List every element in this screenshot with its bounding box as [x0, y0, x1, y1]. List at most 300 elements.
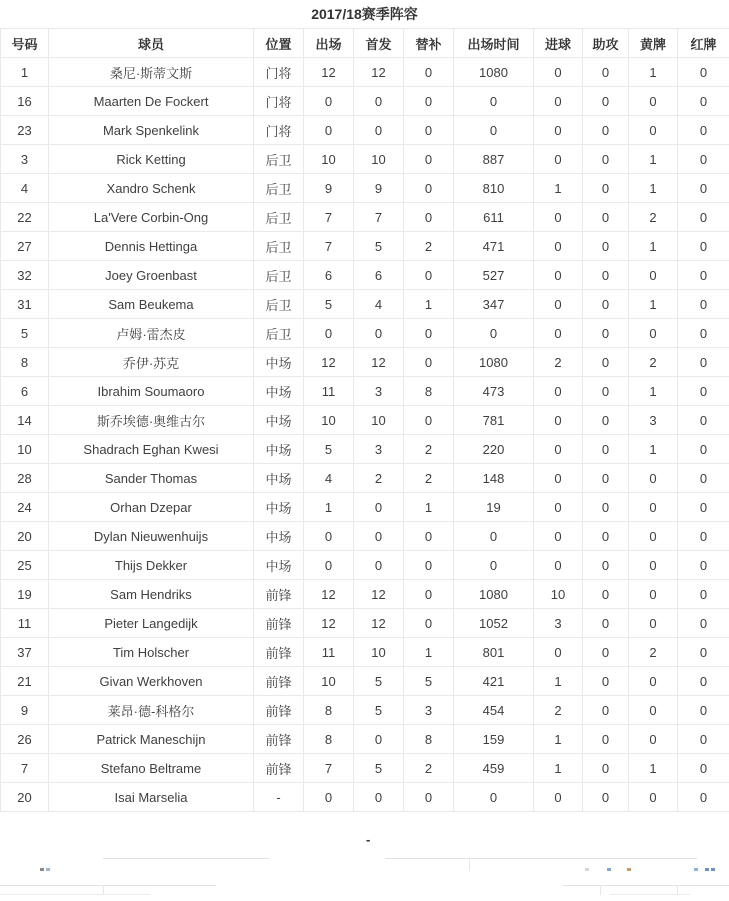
footer-speck — [607, 868, 611, 871]
cell-assists: 0 — [583, 203, 629, 232]
cell-assists: 0 — [583, 493, 629, 522]
cell-starts: 4 — [354, 290, 404, 319]
cell-apps: 0 — [304, 87, 354, 116]
cell-minutes: 347 — [454, 290, 534, 319]
cell-goals: 0 — [534, 261, 583, 290]
cell-red: 0 — [678, 174, 729, 203]
table-row — [1, 319, 729, 348]
cell-yellow: 0 — [629, 725, 678, 754]
cell-apps: 5 — [304, 435, 354, 464]
cell-starts: 0 — [354, 116, 404, 145]
cell-yellow: 0 — [629, 522, 678, 551]
cell-yellow: 0 — [629, 783, 678, 812]
cell-assists: 0 — [583, 348, 629, 377]
cell-player: Joey Groenbast — [49, 261, 254, 290]
cell-player: Ibrahim Soumaoro — [49, 377, 254, 406]
cell-apps: 9 — [304, 174, 354, 203]
table-row — [1, 406, 729, 435]
cell-player: Givan Werkhoven — [49, 667, 254, 696]
cell-red: 0 — [678, 377, 729, 406]
cell-starts: 0 — [354, 783, 404, 812]
cell-player: Xandro Schenk — [49, 174, 254, 203]
cell-yellow: 0 — [629, 319, 678, 348]
table-row — [1, 58, 729, 87]
cell-apps: 12 — [304, 58, 354, 87]
cell-red: 0 — [678, 261, 729, 290]
cell-red: 0 — [678, 145, 729, 174]
cell-player: Dylan Nieuwenhuijs — [49, 522, 254, 551]
cell-number: 4 — [1, 174, 49, 203]
cell-goals: 2 — [534, 348, 583, 377]
cell-subs: 0 — [404, 116, 454, 145]
table-row — [1, 377, 729, 406]
cell-apps: 10 — [304, 406, 354, 435]
cell-player: Mark Spenkelink — [49, 116, 254, 145]
cell-number: 14 — [1, 406, 49, 435]
cell-minutes: 0 — [454, 116, 534, 145]
cell-assists: 0 — [583, 638, 629, 667]
col-header-subs: 替补 — [404, 29, 454, 58]
cell-position: 后卫 — [254, 232, 304, 261]
cell-player: Isai Marselia — [49, 783, 254, 812]
cell-number: 24 — [1, 493, 49, 522]
cell-assists: 0 — [583, 406, 629, 435]
cell-starts: 5 — [354, 667, 404, 696]
cell-yellow: 2 — [629, 638, 678, 667]
footer-divider — [469, 858, 470, 871]
cell-minutes: 1080 — [454, 348, 534, 377]
cell-position: 后卫 — [254, 203, 304, 232]
cell-goals: 0 — [534, 58, 583, 87]
cell-red: 0 — [678, 580, 729, 609]
cell-goals: 0 — [534, 203, 583, 232]
cell-number: 27 — [1, 232, 49, 261]
cell-assists: 0 — [583, 696, 629, 725]
cell-red: 0 — [678, 725, 729, 754]
cell-assists: 0 — [583, 261, 629, 290]
cell-yellow: 1 — [629, 145, 678, 174]
cell-goals: 0 — [534, 464, 583, 493]
cell-position: 后卫 — [254, 145, 304, 174]
cell-assists: 0 — [583, 754, 629, 783]
cell-red: 0 — [678, 87, 729, 116]
cell-assists: 0 — [583, 667, 629, 696]
cell-assists: 0 — [583, 609, 629, 638]
table-row — [1, 261, 729, 290]
cell-starts: 7 — [354, 203, 404, 232]
col-header-starts: 首发 — [354, 29, 404, 58]
cell-minutes: 0 — [454, 319, 534, 348]
table-row — [1, 667, 729, 696]
cell-starts: 0 — [354, 725, 404, 754]
cell-assists: 0 — [583, 725, 629, 754]
cell-assists: 0 — [583, 580, 629, 609]
cell-red: 0 — [678, 551, 729, 580]
cell-starts: 12 — [354, 580, 404, 609]
cell-player: Thijs Dekker — [49, 551, 254, 580]
cell-position: 中场 — [254, 377, 304, 406]
table-row — [1, 290, 729, 319]
cell-minutes: 459 — [454, 754, 534, 783]
cell-red: 0 — [678, 522, 729, 551]
cell-red: 0 — [678, 783, 729, 812]
cell-goals: 10 — [534, 580, 583, 609]
cell-goals: 0 — [534, 116, 583, 145]
cell-subs: 0 — [404, 406, 454, 435]
cell-player: Dennis Hettinga — [49, 232, 254, 261]
cell-number: 9 — [1, 696, 49, 725]
cell-subs: 0 — [404, 261, 454, 290]
col-header-apps: 出场 — [304, 29, 354, 58]
cell-starts: 10 — [354, 406, 404, 435]
cell-apps: 12 — [304, 580, 354, 609]
cell-minutes: 454 — [454, 696, 534, 725]
cell-number: 1 — [1, 58, 49, 87]
cell-red: 0 — [678, 493, 729, 522]
footer-line — [385, 858, 697, 859]
cell-assists: 0 — [583, 87, 629, 116]
cell-yellow: 0 — [629, 87, 678, 116]
table-row — [1, 464, 729, 493]
cell-apps: 1 — [304, 493, 354, 522]
footer-line — [610, 894, 690, 895]
cell-red: 0 — [678, 406, 729, 435]
cell-goals: 0 — [534, 87, 583, 116]
cell-minutes: 19 — [454, 493, 534, 522]
footer-divider — [600, 885, 601, 895]
cell-player: 卢姆·雷杰皮 — [49, 319, 254, 348]
cell-position: 中场 — [254, 493, 304, 522]
cell-number: 28 — [1, 464, 49, 493]
cell-subs: 8 — [404, 377, 454, 406]
table-row — [1, 116, 729, 145]
cell-position: 前锋 — [254, 638, 304, 667]
cell-starts: 6 — [354, 261, 404, 290]
cell-minutes: 471 — [454, 232, 534, 261]
cell-number: 16 — [1, 87, 49, 116]
cell-subs: 5 — [404, 667, 454, 696]
cell-yellow: 1 — [629, 435, 678, 464]
cell-player: Orhan Dzepar — [49, 493, 254, 522]
cell-goals: 0 — [534, 290, 583, 319]
table-row — [1, 754, 729, 783]
table-row — [1, 522, 729, 551]
col-header-goals: 进球 — [534, 29, 583, 58]
cell-minutes: 1080 — [454, 58, 534, 87]
cell-position: 中场 — [254, 551, 304, 580]
cell-number: 37 — [1, 638, 49, 667]
page-title: 2017/18赛季阵容 — [0, 0, 729, 28]
cell-subs: 2 — [404, 232, 454, 261]
col-header-number: 号码 — [1, 29, 49, 58]
cell-position: 前锋 — [254, 580, 304, 609]
cell-yellow: 0 — [629, 580, 678, 609]
cell-number: 26 — [1, 725, 49, 754]
cell-starts: 0 — [354, 522, 404, 551]
cell-number: 3 — [1, 145, 49, 174]
cell-goals: 3 — [534, 609, 583, 638]
footer-speck — [40, 868, 44, 871]
cell-apps: 0 — [304, 522, 354, 551]
cell-minutes: 0 — [454, 783, 534, 812]
cell-subs: 0 — [404, 174, 454, 203]
cell-starts: 9 — [354, 174, 404, 203]
table-row — [1, 348, 729, 377]
cell-subs: 0 — [404, 580, 454, 609]
cell-assists: 0 — [583, 58, 629, 87]
cell-minutes: 0 — [454, 522, 534, 551]
cell-goals: 0 — [534, 493, 583, 522]
cell-position: 中场 — [254, 406, 304, 435]
cell-starts: 2 — [354, 464, 404, 493]
col-header-red: 红牌 — [678, 29, 729, 58]
cell-minutes: 810 — [454, 174, 534, 203]
cell-goals: 0 — [534, 232, 583, 261]
cell-subs: 1 — [404, 493, 454, 522]
cell-starts: 10 — [354, 638, 404, 667]
footer-line — [563, 885, 729, 886]
cell-starts: 0 — [354, 319, 404, 348]
cell-goals: 0 — [534, 638, 583, 667]
cell-goals: 0 — [534, 377, 583, 406]
cell-yellow: 3 — [629, 406, 678, 435]
cell-goals: 0 — [534, 522, 583, 551]
cell-goals: 1 — [534, 667, 583, 696]
cell-yellow: 1 — [629, 290, 678, 319]
cell-starts: 0 — [354, 493, 404, 522]
cell-number: 23 — [1, 116, 49, 145]
cell-position: 中场 — [254, 464, 304, 493]
cell-minutes: 611 — [454, 203, 534, 232]
cell-minutes: 1080 — [454, 580, 534, 609]
cell-red: 0 — [678, 609, 729, 638]
cell-assists: 0 — [583, 377, 629, 406]
table-row — [1, 435, 729, 464]
cell-number: 8 — [1, 348, 49, 377]
cell-apps: 7 — [304, 754, 354, 783]
cell-yellow: 1 — [629, 58, 678, 87]
cell-position: 前锋 — [254, 609, 304, 638]
cell-yellow: 2 — [629, 203, 678, 232]
cell-position: 前锋 — [254, 696, 304, 725]
cell-number: 6 — [1, 377, 49, 406]
cell-subs: 0 — [404, 319, 454, 348]
cell-starts: 0 — [354, 87, 404, 116]
cell-apps: 0 — [304, 783, 354, 812]
cell-position: 后卫 — [254, 174, 304, 203]
cell-red: 0 — [678, 435, 729, 464]
cell-goals: 0 — [534, 435, 583, 464]
cell-apps: 4 — [304, 464, 354, 493]
cell-minutes: 0 — [454, 87, 534, 116]
cell-position: 后卫 — [254, 290, 304, 319]
cell-starts: 12 — [354, 609, 404, 638]
cell-apps: 10 — [304, 667, 354, 696]
cell-subs: 0 — [404, 87, 454, 116]
cell-goals: 0 — [534, 319, 583, 348]
cell-assists: 0 — [583, 232, 629, 261]
player-link[interactable]: 斯乔埃德·奥维古尔 — [49, 406, 254, 435]
table-row — [1, 609, 729, 638]
table-row — [1, 145, 729, 174]
cell-yellow: 1 — [629, 174, 678, 203]
cell-minutes: 473 — [454, 377, 534, 406]
cell-position: 后卫 — [254, 261, 304, 290]
cell-position: 门将 — [254, 87, 304, 116]
cell-starts: 12 — [354, 348, 404, 377]
cell-player: Sander Thomas — [49, 464, 254, 493]
cell-starts: 5 — [354, 232, 404, 261]
cell-subs: 0 — [404, 58, 454, 87]
col-header-player: 球员 — [49, 29, 254, 58]
table-row — [1, 783, 729, 812]
cell-player: Patrick Maneschijn — [49, 725, 254, 754]
cell-starts: 5 — [354, 696, 404, 725]
table-row — [1, 174, 729, 203]
cell-player: Sam Beukema — [49, 290, 254, 319]
cell-minutes: 1052 — [454, 609, 534, 638]
cell-apps: 12 — [304, 348, 354, 377]
player-link[interactable]: 乔伊·苏克 — [49, 348, 254, 377]
cell-player: Shadrach Eghan Kwesi — [49, 435, 254, 464]
cell-assists: 0 — [583, 290, 629, 319]
cell-starts: 3 — [354, 377, 404, 406]
cell-apps: 11 — [304, 377, 354, 406]
cell-player: 莱昂·德-科格尔 — [49, 696, 254, 725]
cell-number: 22 — [1, 203, 49, 232]
cell-goals: 0 — [534, 406, 583, 435]
cell-red: 0 — [678, 58, 729, 87]
cell-apps: 7 — [304, 232, 354, 261]
secondary-table-title-dash: - — [366, 832, 380, 847]
cell-yellow: 0 — [629, 116, 678, 145]
cell-starts: 3 — [354, 435, 404, 464]
cell-subs: 1 — [404, 290, 454, 319]
cell-subs: 0 — [404, 783, 454, 812]
cell-yellow: 1 — [629, 232, 678, 261]
cell-yellow: 0 — [629, 667, 678, 696]
cell-player: Maarten De Fockert — [49, 87, 254, 116]
cell-minutes: 0 — [454, 551, 534, 580]
cell-number: 19 — [1, 580, 49, 609]
cell-yellow: 0 — [629, 609, 678, 638]
cell-assists: 0 — [583, 116, 629, 145]
cell-minutes: 887 — [454, 145, 534, 174]
cell-assists: 0 — [583, 174, 629, 203]
cell-subs: 0 — [404, 203, 454, 232]
cell-red: 0 — [678, 348, 729, 377]
cell-apps: 5 — [304, 290, 354, 319]
cell-minutes: 421 — [454, 667, 534, 696]
cell-red: 0 — [678, 203, 729, 232]
footer-speck — [46, 868, 50, 871]
cell-number: 25 — [1, 551, 49, 580]
cell-number: 5 — [1, 319, 49, 348]
cell-position: 中场 — [254, 522, 304, 551]
cell-minutes: 159 — [454, 725, 534, 754]
cell-assists: 0 — [583, 435, 629, 464]
cell-red: 0 — [678, 696, 729, 725]
cell-player: Stefano Beltrame — [49, 754, 254, 783]
cell-yellow: 0 — [629, 696, 678, 725]
footer-speck — [705, 868, 709, 871]
cell-apps: 8 — [304, 696, 354, 725]
cell-starts: 12 — [354, 58, 404, 87]
cell-goals: 1 — [534, 754, 583, 783]
cell-goals: 1 — [534, 174, 583, 203]
cell-player: Rick Ketting — [49, 145, 254, 174]
cell-number: 21 — [1, 667, 49, 696]
table-row — [1, 203, 729, 232]
cell-player: La'Vere Corbin-Ong — [49, 203, 254, 232]
footer-speck — [711, 868, 715, 871]
cell-starts: 10 — [354, 145, 404, 174]
table-body — [1, 58, 729, 812]
cell-apps: 0 — [304, 551, 354, 580]
cell-apps: 10 — [304, 145, 354, 174]
cell-player: Pieter Langedijk — [49, 609, 254, 638]
cell-minutes: 781 — [454, 406, 534, 435]
cell-number: 32 — [1, 261, 49, 290]
cell-yellow: 0 — [629, 464, 678, 493]
footer-speck — [694, 868, 698, 871]
cell-position: - — [254, 783, 304, 812]
cell-assists: 0 — [583, 783, 629, 812]
cell-yellow: 0 — [629, 551, 678, 580]
table-row — [1, 725, 729, 754]
footer-line — [0, 894, 150, 895]
cell-subs: 3 — [404, 696, 454, 725]
cell-starts: 0 — [354, 551, 404, 580]
cell-apps: 8 — [304, 725, 354, 754]
cell-assists: 0 — [583, 145, 629, 174]
cell-yellow: 0 — [629, 261, 678, 290]
cell-number: 7 — [1, 754, 49, 783]
cell-subs: 1 — [404, 638, 454, 667]
footer-line — [103, 858, 269, 859]
col-header-yellow: 黄牌 — [629, 29, 678, 58]
table-row — [1, 580, 729, 609]
cell-position: 前锋 — [254, 725, 304, 754]
cell-red: 0 — [678, 290, 729, 319]
cell-goals: 2 — [534, 696, 583, 725]
cell-apps: 0 — [304, 319, 354, 348]
cell-subs: 0 — [404, 609, 454, 638]
cell-assists: 0 — [583, 551, 629, 580]
cell-subs: 0 — [404, 551, 454, 580]
cell-position: 中场 — [254, 435, 304, 464]
cell-red: 0 — [678, 464, 729, 493]
col-header-minutes: 出场时间 — [454, 29, 534, 58]
cell-number: 11 — [1, 609, 49, 638]
table-row — [1, 87, 729, 116]
cell-assists: 0 — [583, 522, 629, 551]
table-row — [1, 493, 729, 522]
cell-position: 门将 — [254, 116, 304, 145]
cell-apps: 11 — [304, 638, 354, 667]
cell-apps: 6 — [304, 261, 354, 290]
table-header-row — [1, 29, 729, 58]
cell-position: 门将 — [254, 58, 304, 87]
cell-red: 0 — [678, 667, 729, 696]
cell-apps: 12 — [304, 609, 354, 638]
cell-goals: 0 — [534, 783, 583, 812]
cell-goals: 1 — [534, 725, 583, 754]
squad-table — [0, 28, 729, 812]
cell-subs: 8 — [404, 725, 454, 754]
player-link[interactable]: 桑尼·斯蒂文斯 — [49, 58, 254, 87]
col-header-position: 位置 — [254, 29, 304, 58]
